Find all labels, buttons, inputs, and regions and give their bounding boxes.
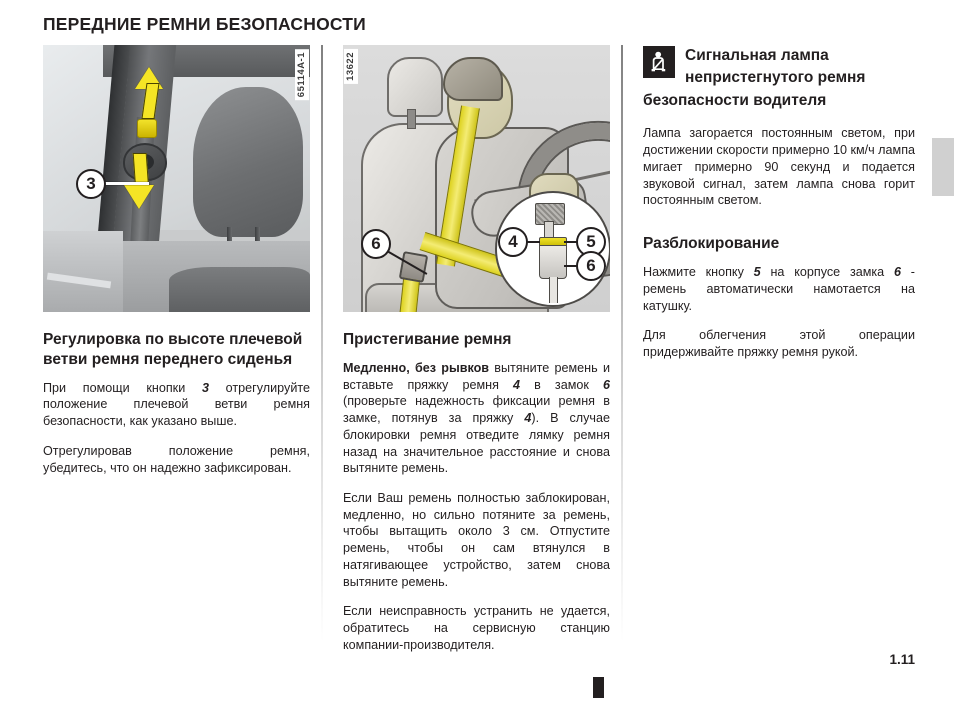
bottom-section-marker bbox=[593, 677, 604, 698]
door-panel bbox=[43, 231, 123, 312]
emphasis-run: Медленно, без рывков bbox=[343, 360, 490, 375]
detail-inset-buckle bbox=[495, 191, 610, 307]
callout-3: 3 bbox=[76, 169, 106, 199]
text-run: - ремень автоматически намотается на катушку. bbox=[643, 265, 915, 313]
seatbelt-warning-icon bbox=[643, 46, 675, 78]
left-section-heading: Регулировка по высоте плечевой ветви ремня переднего сиденья bbox=[43, 331, 303, 368]
callout-6-left: 6 bbox=[361, 229, 391, 259]
left-paragraph-2 bbox=[43, 443, 310, 476]
text-run: на корпусе замка bbox=[760, 265, 894, 280]
page-title: ПЕРЕДНИЕ РЕМНИ БЕЗОПАСНОСТИ bbox=[43, 14, 366, 34]
text-run: вытяните ремень и вставьте пряжку ремня bbox=[343, 360, 610, 392]
column-divider-left bbox=[321, 45, 323, 642]
seat-cushion bbox=[169, 267, 310, 312]
callout-6-inset: 6 bbox=[576, 251, 606, 281]
text-run: Отрегулировав положение ремня, убедитесь, что он надежно зафиксирован. bbox=[43, 443, 310, 475]
reference-number: 4 bbox=[513, 377, 521, 392]
left-paragraph-1 bbox=[43, 380, 310, 430]
reference-number: 3 bbox=[201, 380, 209, 395]
warning-heading-block bbox=[643, 45, 915, 112]
height-adjuster-button bbox=[137, 119, 157, 138]
callout-leader-4 bbox=[526, 241, 540, 243]
right-subsection-heading: Разблокирование bbox=[643, 235, 780, 253]
figure-code-middle: 13622 bbox=[344, 49, 358, 84]
middle-paragraph-2 bbox=[343, 490, 610, 590]
reference-number: 6 bbox=[893, 265, 901, 280]
seat-backrest bbox=[193, 87, 303, 237]
headrest bbox=[387, 57, 443, 117]
middle-section-heading: Пристегивание ремня bbox=[343, 331, 512, 348]
reference-number: 5 bbox=[753, 265, 761, 280]
reference-number: 4 bbox=[524, 411, 532, 426]
text-run: Если неисправность устранить не удается, обратитесь на сервисную станцию компании-производителя. bbox=[343, 604, 610, 652]
column-left bbox=[43, 45, 310, 476]
text-run: (проверьте надежность фиксации ремня в замке, потянув за пряжку bbox=[343, 394, 610, 426]
text-run: Нажмите кнопку bbox=[643, 265, 754, 280]
right-paragraph-3 bbox=[643, 327, 915, 360]
callout-leader-3 bbox=[105, 182, 149, 185]
photo-b-pillar bbox=[43, 45, 310, 312]
text-run: в замок bbox=[520, 377, 603, 392]
column-middle bbox=[343, 45, 610, 654]
buckle-strap bbox=[549, 277, 558, 303]
text-run: Лампа загорается постоянным светом, при достижении скорости примерно 10 км/ч лампа мигает примерно 90 секунд и подается звуковой сигнал, затем лампа снова горит постоянным светом. bbox=[643, 126, 916, 208]
column-divider-right bbox=[621, 45, 623, 642]
figure-seatbelt-height-adjuster bbox=[43, 45, 310, 312]
right-paragraph-1 bbox=[643, 125, 915, 209]
middle-paragraph-3 bbox=[343, 603, 610, 653]
callout-4: 4 bbox=[498, 227, 528, 257]
middle-text-block bbox=[343, 330, 610, 654]
column-right bbox=[643, 45, 915, 361]
right-paragraph-2 bbox=[643, 264, 915, 314]
text-run: Если Ваш ремень полностью заблокирован, медленно, но сильно потяните за ремень, чтобы вытащить около 3 см. Отпустите ремень, чтобы он сам втянулся в натягивающее устройство, затем снова вытяните ремень. bbox=[343, 490, 610, 589]
text-run: Для облегчения этой операции придерживайте пряжку ремня рукой. bbox=[643, 328, 915, 360]
text-run: отрегулируйте положение плечевой ветви ремня безопасности, как указано выше. bbox=[43, 380, 310, 429]
figure-code-left: 65114A-1 bbox=[295, 49, 309, 100]
middle-paragraph-1 bbox=[343, 360, 610, 477]
callout-5: 5 bbox=[576, 227, 606, 257]
driver-hair bbox=[443, 57, 503, 101]
text-run: ). В случае блокировки ремня отведите лямку ремня назад на значительное расстояние и снова вытяните ремень. bbox=[343, 411, 610, 476]
right-warning-heading: Сигнальная лампа непристегнутого ремня безопасности водителя bbox=[643, 47, 866, 109]
page-edge-tab bbox=[932, 138, 954, 196]
text-run: При помощи кнопки bbox=[43, 380, 202, 395]
illustration-driver-buckled bbox=[343, 45, 610, 312]
figure-fastening-belt bbox=[343, 45, 610, 312]
left-text-block bbox=[43, 330, 310, 476]
headrest-post bbox=[407, 109, 416, 129]
page-number: 1.11 bbox=[889, 652, 915, 667]
reference-number: 6 bbox=[603, 377, 611, 392]
buckle-housing bbox=[539, 245, 567, 279]
